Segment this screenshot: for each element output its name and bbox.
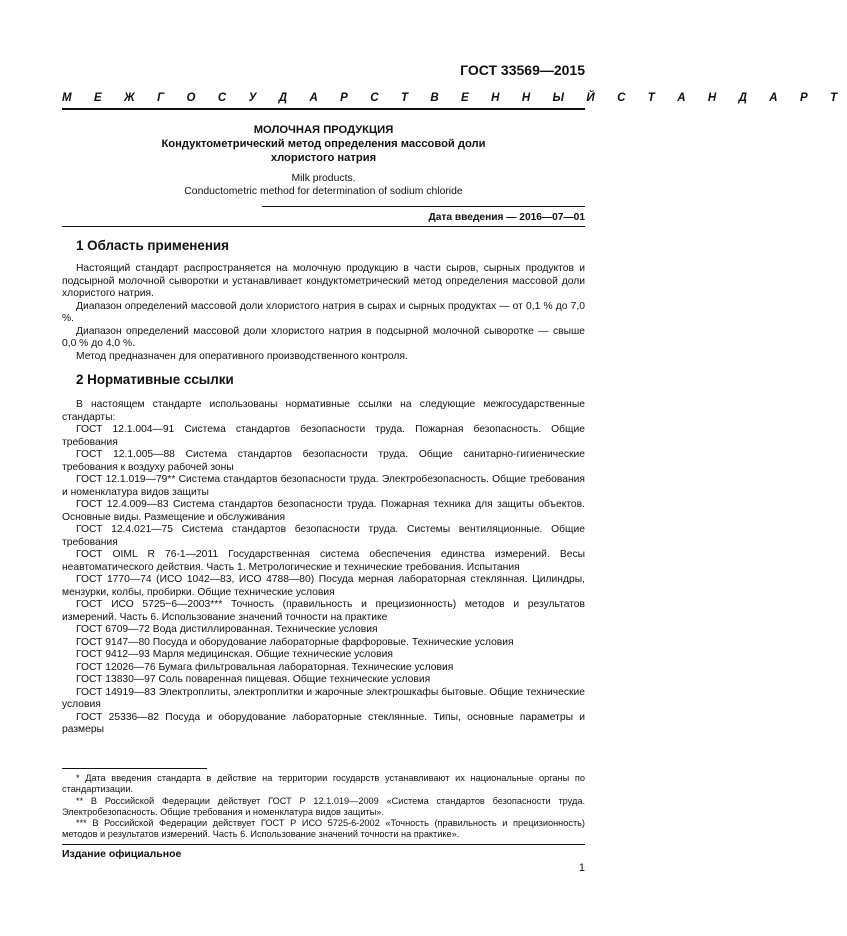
section-2-body xyxy=(62,399,585,737)
section-1-heading: 1 Область применения xyxy=(76,238,229,253)
interstate-standard-label: М Е Ж Г О С У Д А Р С Т В Е Н Н Ы Й С Т А Н Д А Р Т xyxy=(62,92,847,104)
section-1-paragraph: Метод предназначен для оперативного производственного контроля. xyxy=(76,350,408,362)
reference-item: ГОСТ 1770—74 (ИСО 1042—83, ИСО 4788—80) Посуда мерная лабораторная стеклянная. Цилиндры, мензурки, колбы, пробирки. Общие технические условия xyxy=(62,574,585,598)
reference-item: ГОСТ 25336—82 Посуда и оборудование лабораторные стеклянные. Типы, основные параметры и размеры xyxy=(62,711,585,735)
reference-item: ГОСТ 13830—97 Соль поваренная пищевая. Общие технические условия xyxy=(76,674,431,685)
standard-number: ГОСТ 33569—2015 xyxy=(460,62,585,78)
section-1-body xyxy=(62,263,585,363)
section-2-intro: В настоящем стандарте использованы нормативные ссылки на следующие межгосударственные стандарты: xyxy=(62,399,585,423)
page-number: 1 xyxy=(578,862,585,874)
header-divider xyxy=(62,108,585,110)
reference-item: ГОСТ 9147—80 Посуда и оборудование лабораторные фарфоровые. Технические условия xyxy=(76,636,514,648)
title-ru-line-2: Кондуктометрический метод определения массовой доли xyxy=(161,138,486,150)
title-ru-line-3: хлористого натрия xyxy=(270,152,377,164)
title-english xyxy=(62,172,585,198)
reference-item: ГОСТ OIML R 76-1—2011 Государственная система обеспечения единства измерений. Весы неавтоматического действия. Часть 1. Метрологические и технические требования. Испытания xyxy=(62,549,585,573)
reference-item: ГОСТ 12.1.019—79** Система стандартов безопасности труда. Электробезопасность. Общие требования и номенклатура видов защиты xyxy=(62,474,585,498)
footnote-divider xyxy=(62,768,207,769)
section-1-paragraph: Настоящий стандарт распространяется на молочную продукцию в части сыров, сырных продуктов и подсырной молочной сыворотки и устанавливает кондуктометрический метод определения массовой доли хлористого натрия. xyxy=(62,263,585,299)
official-edition-label: Издание официальное xyxy=(62,848,182,860)
reference-item: ГОСТ 12.4.009—83 Система стандартов безопасности труда. Пожарная техника для защиты объектов. Основные виды. Размещение и обслуживания xyxy=(62,499,585,523)
footer-divider xyxy=(62,844,585,845)
title-russian xyxy=(62,123,585,165)
reference-item: ГОСТ 14919—83 Электроплиты, электроплитки и жарочные электрошкафы бытовые. Общие технические условия xyxy=(62,686,585,710)
reference-item: ГОСТ 12.4.021—75 Система стандартов безопасности труда. Системы вентиляционные. Общие требования xyxy=(62,524,585,548)
reference-item: ГОСТ 9412—93 Марля медицинская. Общие технические условия xyxy=(76,649,393,660)
footnote-1: * Дата введения стандарта в действие на территории государств устанавливают их национальные органы по стандартизации. xyxy=(62,773,585,795)
section-2-heading: 2 Нормативные ссылки xyxy=(76,372,234,387)
reference-item: ГОСТ ИСО 5725−6—2003*** Точность (правильность и прецизионность) методов и результатов измерений. Часть 6. Использование значений точности на практике xyxy=(62,599,585,623)
reference-item: ГОСТ 6709—72 Вода дистиллированная. Технические условия xyxy=(76,624,378,635)
title-divider xyxy=(262,206,585,207)
reference-item: ГОСТ 12.1.005—88 Система стандартов безопасности труда. Общие санитарно-гигиенические требования к воздуху рабочей зоны xyxy=(62,449,585,473)
date-divider xyxy=(62,226,585,227)
footnote-2: ** В Российской Федерации действует ГОСТ Р 12.1.019—2009 «Система стандартов безопасности труда. Электробезопасность. Общие требования и номенклатура видов защиты». xyxy=(62,795,585,817)
footnotes xyxy=(62,773,585,841)
reference-item: ГОСТ 12026—76 Бумага фильтровальная лабораторная. Технические условия xyxy=(76,661,454,673)
introduction-date: Дата введения — 2016—07—01 xyxy=(428,212,585,223)
title-en-line-1: Milk products. xyxy=(291,173,356,184)
reference-item: ГОСТ 12.1.004—91 Система стандартов безопасности труда. Пожарная безопасность. Общие требования xyxy=(62,424,585,448)
footnote-3: *** В Российской Федерации действует ГОСТ Р ИСО 5725-6-2002 «Точность (правильность и прецизионность) методов и результатов измерений. Часть 6. Использование значений точности на практике». xyxy=(62,818,585,840)
title-en-line-2: Conductometric method for determination of sodium chloride xyxy=(184,186,463,197)
title-ru-line-1: МОЛОЧНАЯ ПРОДУКЦИЯ xyxy=(253,124,394,136)
section-1-paragraph: Диапазон определений массовой доли хлористого натрия в сырах и сырных продуктах — от 0,1 % до 7,0 %. xyxy=(62,300,585,324)
section-1-paragraph: Диапазон определений массовой доли хлористого натрия в подсырной молочной сыворотке — свыше 0,0 % до 4,0 %. xyxy=(62,325,585,349)
